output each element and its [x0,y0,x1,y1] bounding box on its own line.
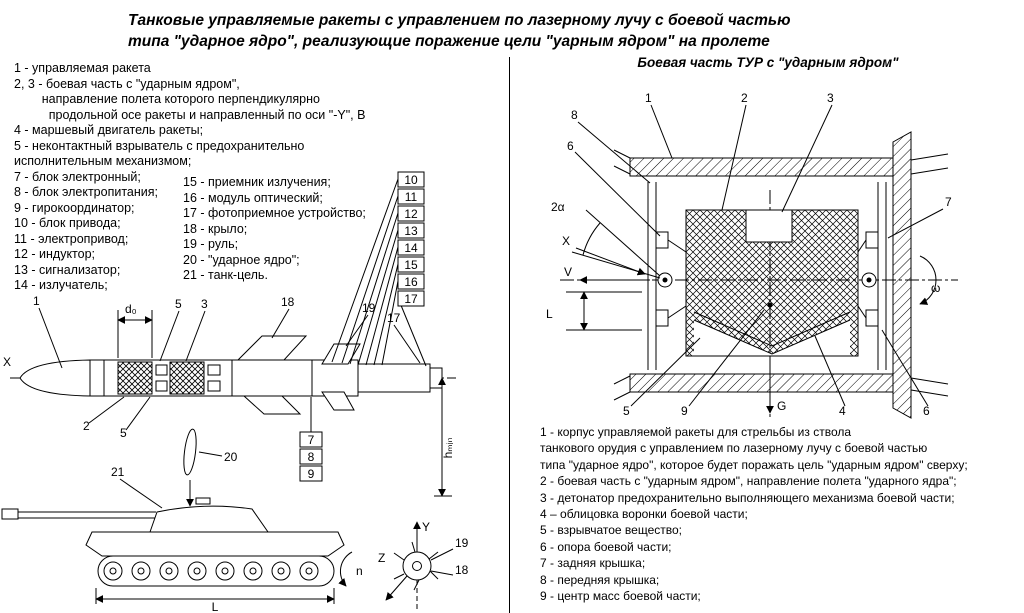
casing-rear-wall [893,132,911,418]
callout-17-label: 17 [387,311,401,325]
impact-core [182,429,238,506]
gravity-label: G [777,399,787,413]
callout-5-bottom-label: 5 [120,426,127,440]
callout-8-label: 8 [571,108,578,122]
legend-line: 17 - фотоприемное устройство; [183,206,366,220]
d0-dimension-label: d₀ [125,302,137,316]
y-axis-label: Y [422,520,431,534]
legend-line: 16 - модуль оптический; [183,190,323,205]
stack-box-16: 16 [404,275,418,289]
callout-5-label: 5 [623,404,630,418]
legend-line: 9 - гирокоординатор; [14,200,135,215]
n-rotation-label: n [356,564,363,578]
legend-line: 8 - блок электропитания; [14,185,158,199]
casing-top-wall [630,158,893,176]
callout-19-label: 19 [362,301,376,315]
gun-muzzle [2,509,18,519]
box-9-label: 9 [307,467,315,481]
callout-6-front-label: 6 [567,139,574,153]
page-title [128,10,791,52]
spin-omega-label: ω [931,281,941,295]
legend-line: 1 - корпус управляемой ракеты для стрельбы из ствола [540,425,852,439]
stack-box-12: 12 [404,207,418,221]
tank-turret [150,506,268,532]
rear-cover [858,182,886,370]
rose-callout-19: 19 [455,536,469,550]
stack-box-17: 17 [404,292,418,306]
legend-line: 21 - танк-цель. [183,268,268,282]
electronics-boxes-789 [300,397,322,481]
legend-line: 12 - индуктор; [14,247,96,261]
d0-dimension [118,302,152,358]
callout-21-label: 21 [111,465,125,479]
x-axis-label: X [3,355,12,369]
callout-9-label: 9 [681,404,688,418]
tank-target [2,465,344,586]
callout-20-label: 20 [224,450,238,464]
z-axis-label: Z [378,551,386,565]
callout-2-label: 2 [83,419,90,433]
callout-2-label: 2 [741,91,748,105]
component-stack-10-17 [332,172,426,366]
axis-rose [340,520,468,610]
legend-line: 2, 3 - боевая часть с "ударным ядром", [14,76,240,91]
right-legend [540,424,968,604]
right-panel-subtitle: Боевая часть ТУР с "ударным ядром" [637,55,899,70]
hmin-label: hₘᵢₙ [441,437,455,459]
legend-line: 13 - сигнализатор; [14,262,121,277]
callout-1-label: 1 [33,294,40,308]
impact-core-shape [182,429,199,476]
legend-line: 15 - приемник излучения; [183,175,331,189]
stack-box-15: 15 [404,258,418,272]
stack-box-11: 11 [404,190,418,204]
legend-line: 9 - центр масс боевой части; [540,589,701,604]
warhead-section-drawing [512,85,1024,425]
legend-line: танкового орудия с управлением по лазерному лучу с боевой частью [540,441,928,456]
legend-line: 3 - детонатор предохранительно выполняющего механизма боевой части; [540,490,955,505]
legend-line: 19 - руль; [183,237,239,251]
cone-angle-label: 2α [551,200,565,214]
callout-1-label: 1 [645,91,652,105]
stack-box-14: 14 [404,241,418,255]
legend-line: 2 - боевая часть с "ударным ядром", направление полета "ударного ядра"; [540,474,957,489]
legend-line: 8 - передняя крышка; [540,572,660,587]
stack-box-13: 13 [404,224,418,238]
casing-bottom-wall [630,374,893,392]
legend-line: 14 - излучатель; [14,278,108,292]
legend-line: 4 – облицовка воронки боевой части; [540,507,748,522]
warhead-section-a [118,362,152,394]
legend-line: 5 - взрывчатое вещество; [540,523,682,538]
callout-4-label: 4 [839,404,846,418]
x-axis-label: X [562,234,571,248]
legend-line: 7 - задняя крышка; [540,556,646,571]
offset-L-label: L [546,307,553,321]
tank-hull [86,532,344,556]
page-title-line1: Танковые управляемые ракеты с управлением по лазерному лучу с боевой частью [128,12,791,29]
length-L-label: L [211,600,219,613]
legend-line: 6 - опора боевой части; [540,539,672,554]
legend-line: направление полета которого перпендикулярно [14,92,320,106]
legend-line: 20 - "ударное ядро"; [183,252,300,267]
missile-nose [20,360,90,396]
legend-line: продольной осе ракеты и направленный по оси "-Y", В [14,107,366,122]
missile-side-view [3,336,456,414]
wing-top [238,336,306,360]
box-8-label: 8 [307,450,315,464]
callout-3-label: 3 [827,91,834,105]
page-title-line2: типа "ударное ядро", реализующие поражение цели "уарным ядром" на пролете [128,33,770,50]
missile-tail [358,364,430,392]
legend-line: 18 - крыло; [183,221,248,236]
legend-line: 4 - маршевый двигатель ракеты; [14,123,204,137]
callout-6-rear-label: 6 [923,404,930,418]
callout-5-top-label: 5 [175,297,182,311]
rose-callout-18: 18 [455,563,469,577]
explosive-charge [686,210,858,356]
missile-scheme-drawing [0,160,505,613]
wing-bottom [244,396,300,414]
hmin-dimension [434,378,455,496]
legend-line: 10 - блок привода; [14,216,121,230]
warhead-section-b [170,362,204,394]
tank-length-dimension [96,588,334,613]
velocity-label: V [564,265,573,279]
legend-line: исполнительным механизмом; [14,154,192,168]
legend-line: 7 - блок электронный; [14,169,141,184]
box-7-label: 7 [307,433,315,447]
legend-line: 1 - управляемая ракета [14,61,151,75]
legend-line: 11 - электропривод; [14,231,129,246]
callout-7-label: 7 [945,195,952,209]
detonator-recess [746,210,792,242]
vertical-divider [509,57,510,613]
stack-box-10: 10 [404,173,418,187]
callout-18-label: 18 [281,295,295,309]
callout-3-label: 3 [201,297,208,311]
legend-line: 5 - неконтактный взрыватель с предохранительно [14,138,305,153]
center-of-mass-point [768,303,773,308]
legend-line: типа "ударное ядро", которое будет поражать цель "ударным ядром" сверху; [540,457,968,472]
